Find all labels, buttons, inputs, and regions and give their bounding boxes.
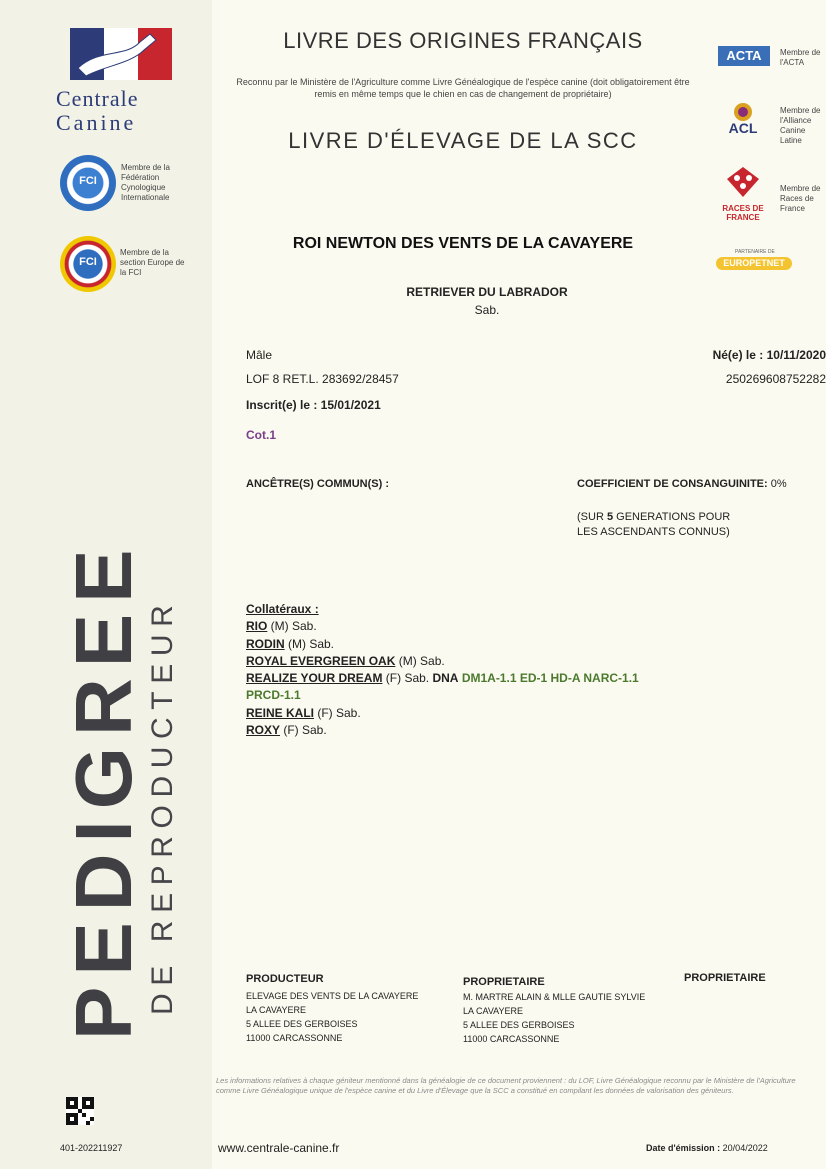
- owner-line: M. MARTRE ALAIN & MLLE GAUTIE SYLVIE: [463, 992, 646, 1002]
- note-line1: GENERATIONS POUR: [613, 511, 731, 523]
- emission-value: 20/04/2022: [720, 1143, 768, 1153]
- website-link[interactable]: www.centrale-canine.fr: [218, 1141, 340, 1155]
- dog-id-number: 250269608752282: [725, 372, 826, 386]
- reproducteur-vertical-title: DE REPRODUCTEUR: [146, 597, 179, 1015]
- collateral-info: (F) Sab.: [280, 723, 327, 738]
- common-ancestors-label: ANCÊTRE(S) COMMUN(S) :: [246, 478, 389, 490]
- dog-cotation: Cot.1: [246, 428, 276, 442]
- europetnet-logo-icon: EUROPETNET: [716, 257, 792, 270]
- owner-block: [463, 975, 645, 1046]
- note-line2: LES ASCENDANTS CONNUS): [577, 526, 730, 538]
- collateral-name: REALIZE YOUR DREAM: [246, 671, 383, 686]
- collateral-item: [246, 618, 639, 635]
- acta-logo-icon: ACTA: [718, 46, 770, 66]
- dog-sex: Mâle: [246, 348, 273, 362]
- dog-breed: RETRIEVER DU LABRADOR: [406, 285, 568, 299]
- collateral-name: REINE KALI: [246, 705, 315, 720]
- collateral-item: [246, 636, 639, 653]
- page-title: LIVRE DES ORIGINES FRANÇAIS: [283, 28, 643, 53]
- consanguinity-coefficient: [577, 478, 787, 490]
- collateral-info: (F) Sab.: [314, 705, 361, 720]
- note-generations: 5: [606, 511, 614, 523]
- collateral-item: [246, 670, 639, 687]
- emission-date: [646, 1143, 768, 1153]
- qr-code-icon: [66, 1097, 94, 1125]
- dna-label: DNA: [432, 671, 459, 686]
- producer-label: PRODUCTEUR: [246, 973, 324, 985]
- dog-name: ROI NEWTON DES VENTS DE LA CAVAYERE: [292, 235, 634, 252]
- collateral-item: [246, 705, 639, 722]
- producer-line: 5 ALLEE DES GERBOISES: [246, 1019, 358, 1029]
- logo-text-centrale: Centrale: [56, 86, 139, 111]
- owner-line: 5 ALLEE DES GERBOISES: [463, 1020, 575, 1030]
- producer-block: [246, 972, 418, 1045]
- races-member-text: Membre de Races de France: [780, 184, 821, 213]
- producer-line: 11000 CARCASSONNE: [246, 1033, 343, 1043]
- collateral-name: RODIN: [246, 636, 285, 651]
- collateral-item: [246, 722, 639, 739]
- owner-label: PROPRIETAIRE: [463, 976, 545, 988]
- collaterals-section: [246, 601, 639, 739]
- fci-seal-text: FCI: [79, 175, 97, 187]
- consanguinity-note: [577, 510, 730, 540]
- pedigree-vertical-title: PEDIGREE: [59, 538, 148, 1040]
- collateral-info: (F) Sab.: [382, 671, 433, 686]
- logo-text-canine: Canine: [56, 110, 137, 135]
- dog-lof-number: LOF 8 RET.L. 283692/28457: [246, 372, 399, 386]
- owner-line: LA CAVAYERE: [463, 1006, 524, 1016]
- dog-birth-date: Né(e) le : 10/11/2020: [712, 348, 826, 362]
- collateral-name: ROYAL EVERGREEN OAK: [246, 653, 396, 668]
- collateral-info: (M) Sab.: [267, 619, 317, 634]
- fci-europe-seal-text: FCI: [79, 256, 97, 268]
- header-subtitle: Reconnu par le Ministère de l'Agriculture comme Livre Généalogique de l'espèce canine (doit obligatoirement être remis en même temps que le chien en cas de changement de propriétaire): [236, 77, 690, 99]
- collateral-name: ROXY: [246, 723, 281, 738]
- document-number: 401-202211927: [60, 1143, 123, 1153]
- producer-line: LA CAVAYERE: [246, 1005, 307, 1015]
- collateral-name: RIO: [246, 619, 268, 634]
- collateral-info: (M) Sab.: [284, 636, 335, 651]
- note-prefix: (SUR: [577, 511, 607, 523]
- acta-member-text: Membre de l'ACTA: [780, 48, 821, 67]
- footer-disclaimer: Les informations relatives à chaque géniteur mentionné dans la généalogie de ce document proviennent : du LOF, Livre Généalogique reconnu par le Ministère de l'Agriculture comme Livre Généalogique unique de l'espèce canine et du Livre d'Élevage que la SCC a constitué en compilant les données de valorisation des géniteurs.: [216, 1076, 796, 1095]
- europe-member-text: Membre de la section Europe de la FCI: [120, 248, 185, 277]
- collateral-item: [246, 653, 639, 670]
- europetnet-partner-text: PARTENAIRE DE: [735, 249, 775, 255]
- acl-member-text: Membre de l'Alliance Canine Latine: [780, 106, 821, 145]
- emission-label: Date d'émission :: [646, 1143, 721, 1153]
- acl-logo-icon: [718, 100, 768, 138]
- fci-member-text: Membre de la Fédération Cynologique Internationale: [121, 163, 170, 202]
- fci-europe-seal-icon: [60, 236, 116, 292]
- fci-seal-icon: [60, 155, 116, 211]
- producer-line: ELEVAGE DES VENTS DE LA CAVAYERE: [246, 991, 419, 1001]
- book-title: LIVRE D'ÉLEVAGE DE LA SCC: [288, 128, 638, 153]
- owner2-label: PROPRIETAIRE: [684, 972, 766, 984]
- owner-line: 11000 CARCASSONNE: [463, 1034, 560, 1044]
- dna-results-continued: PRCD-1.1: [246, 688, 301, 703]
- centrale-canine-logo-icon: [70, 28, 172, 80]
- collateral-info: (M) Sab.: [395, 653, 445, 668]
- dog-registered-date: Inscrit(e) le : 15/01/2021: [246, 398, 381, 412]
- races-logo-text: RACES DE FRANCE: [722, 204, 764, 222]
- races-de-france-logo-icon: [725, 165, 761, 199]
- coefficient-value: 0%: [770, 478, 787, 490]
- dna-results: DM1A-1.1 ED-1 HD-A NARC-1.1: [461, 671, 639, 686]
- collaterals-label: Collatéraux :: [246, 602, 319, 616]
- acl-logo-text: ACL: [728, 120, 758, 136]
- coefficient-label: COEFFICIENT DE CONSANGUINITE:: [577, 478, 768, 490]
- dog-color: Sab.: [474, 303, 500, 317]
